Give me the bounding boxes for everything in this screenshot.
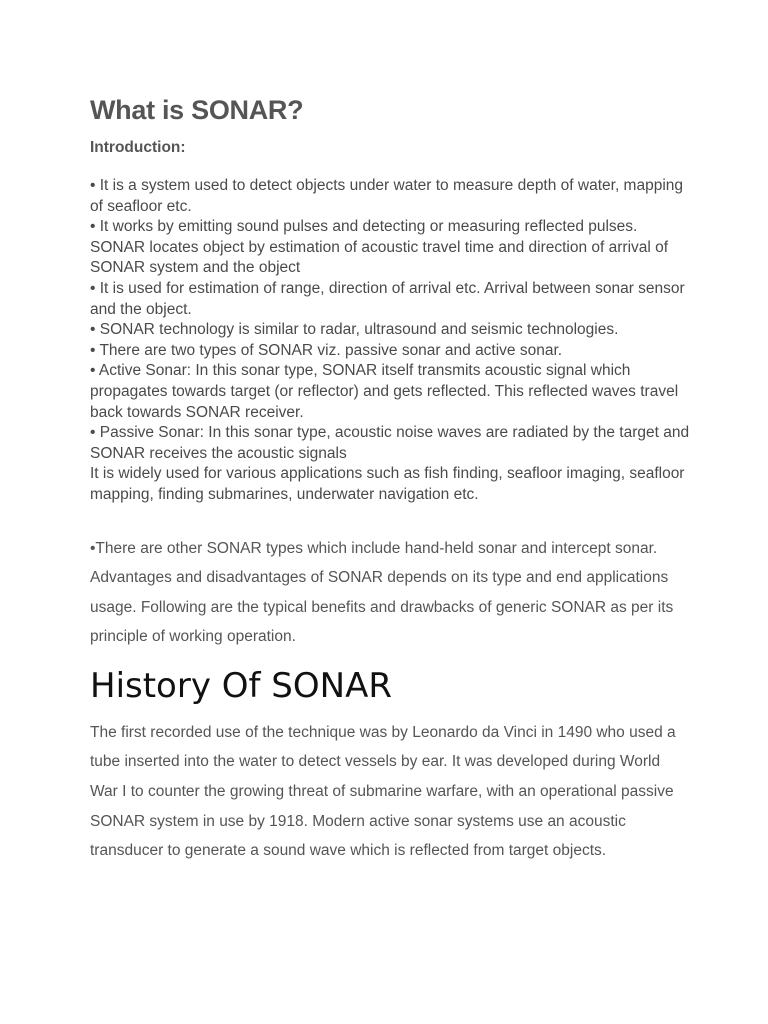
bullet-item: • Passive Sonar: In this sonar type, acoustic noise waves are radiated by the target and SONAR receives the acoustic signals <box>90 424 690 462</box>
bullet-list <box>90 176 690 506</box>
applications-line: It is widely used for various applications such as fish finding, seafloor imaging, seafloor mapping, finding submarines, underwater navigation etc. <box>90 465 685 503</box>
bullet-item: • Active Sonar: In this sonar type, SONAR itself transmits acoustic signal which propagates towards target (or reflector) and gets reflected. This reflected waves travel back towards SONAR receiver. <box>90 362 679 421</box>
bullet-item: • There are two types of SONAR viz. passive sonar and active sonar. <box>90 341 563 359</box>
other-sonar-types-paragraph: •There are other SONAR types which include hand-held sonar and intercept sonar. Advantages and disadvantages of SONAR depends on its type and end applications usage. Following are the typical benefits and drawbacks of generic SONAR as per its principle of working operation. <box>90 539 674 646</box>
history-paragraph: The first recorded use of the technique was by Leonardo da Vinci in 1490 who used a tube inserted into the water to detect vessels by ear. It was developed during World War I to counter the growing threat of submarine warfare, with an operational passive SONAR system in use by 1918. Modern active sonar systems use an acoustic transducer to generate a sound wave which is reflected from target objects. <box>90 723 676 860</box>
bullet-item: • It is used for estimation of range, direction of arrival etc. Arrival between sonar sensor and the object. <box>90 279 685 318</box>
bullet-item: • It is a system used to detect objects under water to measure depth of water, mapping of seafloor etc. <box>90 177 684 215</box>
history-heading: History Of SONAR <box>90 665 392 706</box>
document-page <box>90 92 690 866</box>
bullet-item: • SONAR technology is similar to radar, ultrasound and seismic technologies. <box>90 321 619 339</box>
introduction-label: Introduction: <box>90 139 186 156</box>
bullet-item: • It works by emitting sound pulses and detecting or measuring reflected pulses. SONAR locates object by estimation of acoustic travel time and direction of arrival of SONAR system and the object <box>90 218 669 277</box>
page-title: What is SONAR? <box>90 95 304 125</box>
